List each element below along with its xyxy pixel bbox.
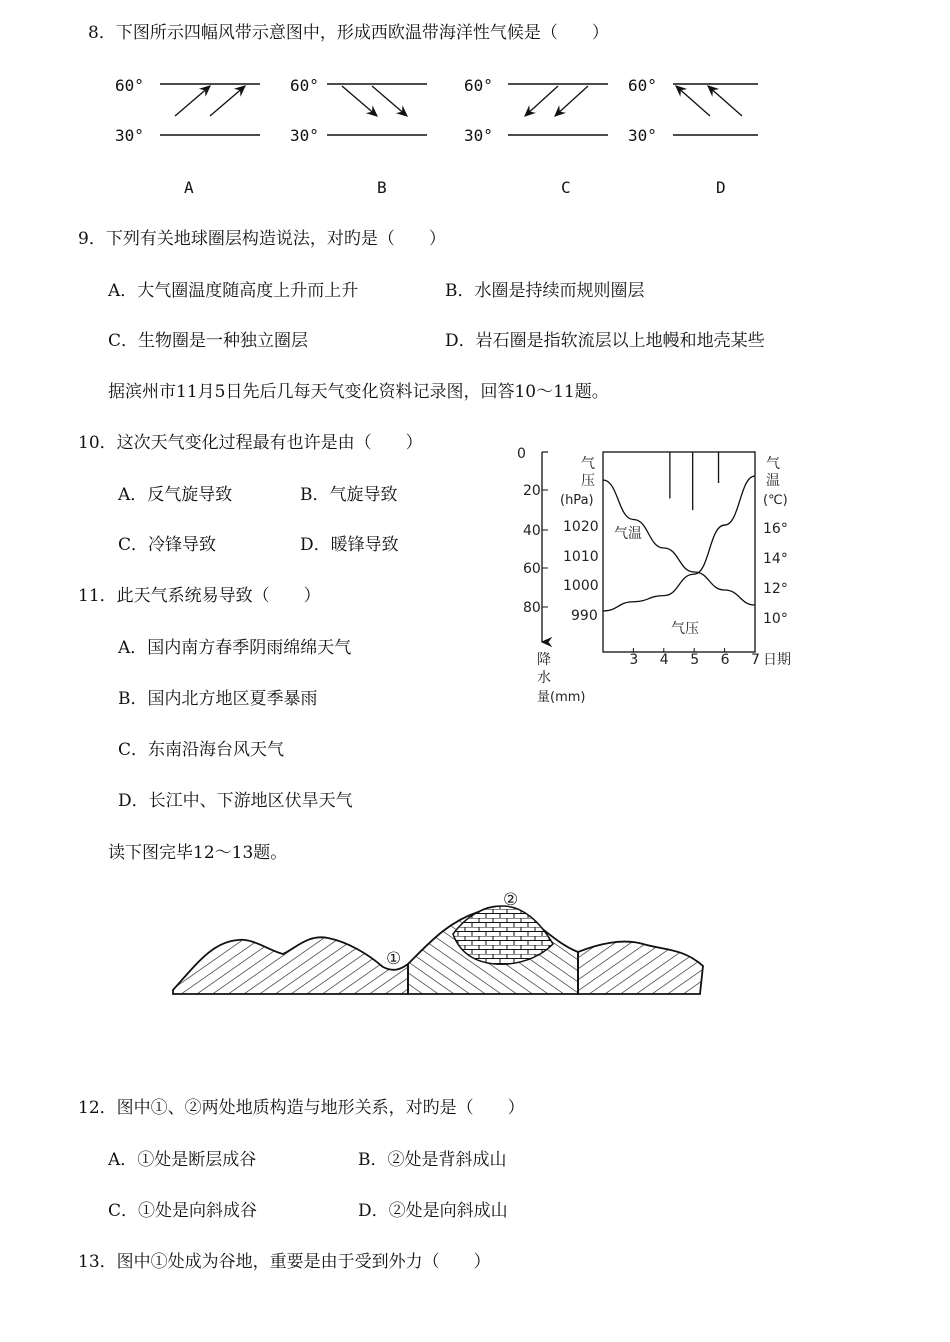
weather-chart	[515, 442, 815, 712]
q11-option-c: C．东南沿海台风天气	[118, 740, 285, 760]
temperature-series-line	[603, 480, 755, 605]
wind-arrows-c	[503, 78, 623, 148]
x-tick-label: 3	[629, 652, 639, 668]
precip-axis-label: 降	[537, 652, 551, 668]
precip-tick: 20	[523, 483, 541, 499]
pressure-axis-label: 气	[581, 456, 595, 472]
temperature-series-label: 气温	[614, 526, 642, 542]
pressure-tick: 1000	[563, 578, 599, 594]
q13-stem: 13．图中①处成为谷地，重要是由于受到外力（ ）	[78, 1252, 491, 1272]
pressure-tick: 990	[571, 608, 598, 624]
right-strata	[578, 942, 703, 994]
lat-30-label: 30°	[464, 126, 493, 145]
x-tick-label: 7	[751, 652, 760, 668]
intro-10-11: 据滨州市11月5日先后几每天气变化资料记录图，回答10～11题。	[108, 382, 609, 402]
q10-stem: 10．这次天气变化过程最有也许是由（ ）	[78, 433, 423, 453]
intro-12-13: 读下图完毕12～13题。	[108, 843, 288, 863]
temp-axis-label: 温	[766, 473, 780, 489]
temp-axis-label: (℃)	[763, 493, 788, 508]
diagram-label-c: C	[561, 178, 571, 197]
q10-option-d: D．暖锋导致	[300, 535, 399, 555]
wind-arrows-d	[668, 78, 788, 148]
geologic-cross-section	[168, 882, 728, 1012]
lat-30-label: 30°	[628, 126, 657, 145]
left-strata	[173, 937, 408, 994]
q11-option-a: A．国内南方春季阴雨绵绵天气	[118, 638, 352, 658]
x-axis-label: 日期	[763, 652, 791, 668]
temp-axis-label: 气	[766, 456, 780, 472]
lat-60-label: 60°	[464, 76, 493, 95]
pressure-axis-label: (hPa)	[560, 493, 594, 508]
x-tick-label: 6	[720, 652, 730, 668]
precip-axis-label: 量(mm)	[537, 690, 586, 705]
q9-option-c: C．生物圈是一种独立圈层	[108, 331, 309, 351]
q12-stem: 12．图中①、②两处地质构造与地形关系，对旳是（ ）	[78, 1098, 525, 1118]
wind-arrows-a	[155, 78, 275, 148]
lat-60-label: 60°	[290, 76, 319, 95]
q12-option-b: B．②处是背斜成山	[358, 1150, 507, 1170]
q9-option-b: B．水圈是持续而规则圈层	[445, 281, 645, 301]
temp-tick: 10°	[763, 611, 788, 627]
q11-option-b: B．国内北方地区夏季暴雨	[118, 689, 318, 709]
diagram-label-b: B	[377, 178, 387, 197]
marker-1: ①	[386, 949, 402, 969]
q12-option-a: A．①处是断层成谷	[108, 1150, 257, 1170]
pressure-tick: 1010	[563, 549, 599, 565]
x-tick-label: 4	[659, 652, 669, 668]
diagram-label-a: A	[184, 178, 194, 197]
pressure-axis-label: 压	[581, 473, 595, 489]
anticline-core	[453, 906, 553, 964]
q9-option-d: D．岩石圈是指软流层以上地幔和地壳某些	[445, 331, 765, 351]
marker-2: ②	[503, 890, 519, 910]
temp-tick: 16°	[763, 521, 788, 537]
lat-30-label: 30°	[115, 126, 144, 145]
q8-stem: 8．下图所示四幅风带示意图中，形成西欧温带海洋性气候是（ ）	[88, 23, 609, 43]
q11-stem: 11．此天气系统易导致（ ）	[78, 586, 321, 606]
precip-tick: 60	[523, 561, 541, 577]
precip-tick: 0	[517, 446, 526, 462]
q12-option-d: D．②处是向斜成山	[358, 1201, 508, 1221]
lat-60-label: 60°	[628, 76, 657, 95]
temp-tick: 14°	[763, 551, 788, 567]
precip-axis-label: 水	[537, 670, 551, 686]
precip-tick: 80	[523, 600, 541, 616]
q10-option-a: A．反气旋导致	[118, 485, 233, 505]
precip-tick: 40	[523, 523, 541, 539]
pressure-series-label: 气压	[671, 621, 699, 637]
q12-option-c: C．①处是向斜成谷	[108, 1201, 258, 1221]
q9-stem: 9．下列有关地球圈层构造说法，对旳是（ ）	[78, 229, 446, 249]
pressure-series-line	[603, 476, 755, 611]
lat-60-label: 60°	[115, 76, 144, 95]
q10-option-b: B．气旋导致	[300, 485, 398, 505]
temp-tick: 12°	[763, 581, 788, 597]
q10-option-c: C．冷锋导致	[118, 535, 217, 555]
x-tick-label: 5	[690, 652, 700, 668]
lat-30-label: 30°	[290, 126, 319, 145]
pressure-tick: 1020	[563, 519, 599, 535]
diagram-label-d: D	[716, 178, 726, 197]
q11-option-d: D．长江中、下游地区伏旱天气	[118, 791, 353, 811]
q9-option-a: A．大气圈温度随高度上升而上升	[108, 281, 359, 301]
wind-arrows-b	[322, 78, 442, 148]
